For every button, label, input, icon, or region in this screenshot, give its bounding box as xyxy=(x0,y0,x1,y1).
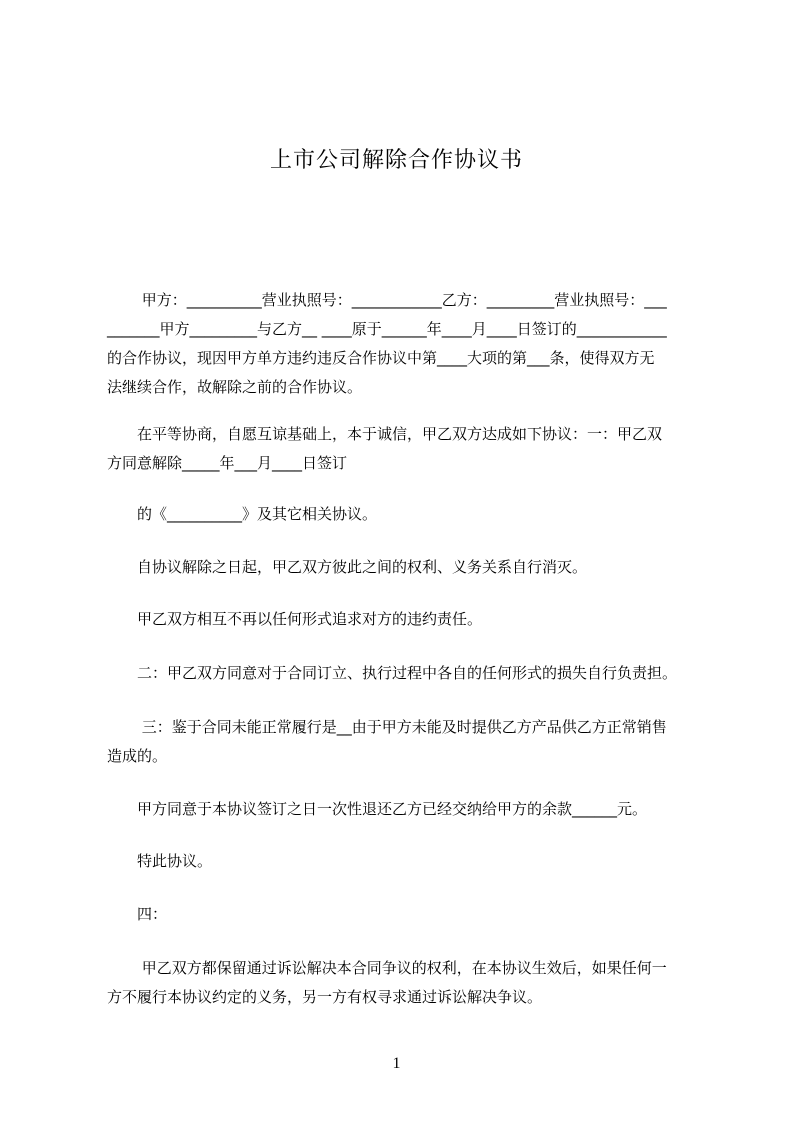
text-line: _______甲方_________与乙方__ ____原于______年____月____日签订的____________ xyxy=(107,320,667,338)
text-line: 自协议解除之日起，甲乙双方彼此之间的权利、义务关系自行消灭。 xyxy=(107,558,588,576)
paragraph-clause-one xyxy=(107,420,707,478)
text-line: 的合作协议，现因甲方单方违约违反合作协议中第____大项的第___条，使得双方无 xyxy=(107,349,655,367)
text-line: 在平等协商，自愿互谅基础上，本于诚信，甲乙双方达成如下协议：一：甲乙双 xyxy=(107,425,663,443)
text-line: 方不履行本协议约定的义务，另一方有权寻求通过诉讼解决争议。 xyxy=(107,988,543,1006)
paragraph-rights-extinguished xyxy=(107,553,707,582)
paragraph-clause-three xyxy=(107,713,707,771)
paragraph-clause-four-heading xyxy=(107,900,707,929)
text-line: 甲方：__________营业执照号：____________乙方：_________营业执照号：___ xyxy=(107,291,667,309)
text-line: 四： xyxy=(107,905,168,923)
text-line: 特此协议。 xyxy=(107,852,213,870)
paragraph-parties xyxy=(107,286,707,402)
text-line: 方同意解除_____年___月____日签订 xyxy=(107,454,348,472)
paragraph-litigation xyxy=(107,954,707,1012)
paragraph-refund xyxy=(107,795,707,824)
text-line: 法继续合作，故解除之前的合作协议。 xyxy=(107,378,363,396)
text-line: 甲方同意于本协议签订之日一次性退还乙方已经交纳给甲方的余款______元。 xyxy=(107,800,648,818)
paragraph-clause-two xyxy=(107,659,707,688)
text-line: 二：甲乙双方同意对于合同订立、执行过程中各自的任何形式的损失自行负责担。 xyxy=(107,664,678,682)
paragraph-related-agreements xyxy=(107,500,707,529)
text-line: 甲乙双方都保留通过诉讼解决本合同争议的权利，在本协议生效后，如果任何一 xyxy=(107,959,667,977)
text-line: 甲乙双方相互不再以任何形式追求对方的违约责任。 xyxy=(107,610,483,628)
paragraph-hereby xyxy=(107,847,707,876)
text-line: 三：鉴于合同未能正常履行是__由于甲方未能及时提供乙方产品供乙方正常销售 xyxy=(107,718,667,736)
paragraph-no-liability xyxy=(107,605,707,634)
text-line: 造成的。 xyxy=(107,747,168,765)
page-number: 1 xyxy=(392,1055,401,1072)
document-title: 上市公司解除合作协议书 xyxy=(269,148,523,173)
text-line: 的《__________》及其它相关协议。 xyxy=(107,505,378,523)
